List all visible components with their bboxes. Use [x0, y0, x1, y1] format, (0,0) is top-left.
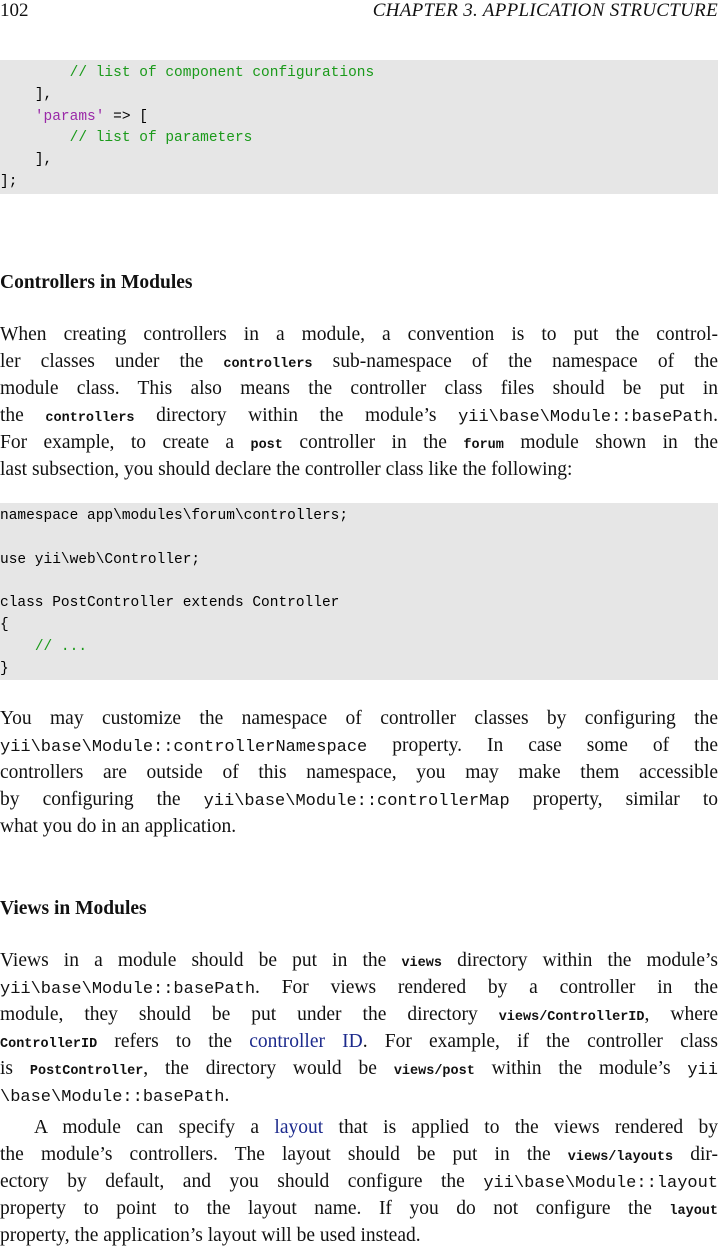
- code-block-post-controller: [0, 503, 718, 680]
- text-line: You may customize the namespace of controller classes by configuring the: [0, 708, 718, 729]
- code-line: 'params' => [: [34, 108, 148, 125]
- paragraph-controller-namespace: [0, 705, 718, 840]
- code-line: [0, 128, 718, 150]
- api-reference: yii\base\Module::controllerMap: [203, 792, 510, 811]
- section-heading-views: Views in Modules: [0, 898, 147, 919]
- code-line: use yii\web\Controller;: [0, 551, 201, 568]
- chapter-title: CHAPTER 3. APPLICATION STRUCTURE: [372, 0, 718, 21]
- inline-code: views: [401, 956, 442, 971]
- text-line: For example, to create a post controller in the forum module shown in the: [0, 432, 718, 453]
- inline-code: views/post: [393, 1064, 475, 1079]
- code-line: ],: [34, 86, 53, 103]
- text-line: property, the application’s layout will be used instead.: [0, 1225, 421, 1246]
- text-line: ler classes under the controllers sub-namespace of the namespace of the: [0, 351, 718, 372]
- code-line: namespace app\modules\forum\controllers;: [0, 508, 349, 524]
- page-header: [0, 0, 718, 24]
- text-line: Views in a module should be put in the views directory within the module’s: [0, 950, 718, 971]
- text-link[interactable]: layout: [274, 1117, 324, 1138]
- api-reference: yii\base\Module::basePath: [0, 980, 256, 999]
- inline-code: ControllerID: [0, 1037, 98, 1052]
- api-reference: yii: [687, 1061, 718, 1080]
- code-string: 'params': [34, 108, 105, 125]
- text-line: ControllerID refers to the controller ID. For example, if the controller class: [0, 1031, 718, 1052]
- code-comment: // list of parameters: [69, 130, 253, 147]
- api-reference: yii\base\Module::layout: [483, 1174, 718, 1193]
- code-comment: // list of component configurations: [69, 65, 375, 81]
- code-line: [0, 571, 718, 593]
- text-line: controllers are outside of this namespace, you may make them accessible: [0, 762, 718, 783]
- api-reference: yii\base\Module::controllerNamespace: [0, 738, 368, 757]
- inline-code: views/ControllerID: [498, 1010, 645, 1025]
- text-line: is PostController, the directory would be views/post within the module’s yii: [0, 1058, 718, 1080]
- code-line: ];: [0, 173, 18, 190]
- code-line: [0, 637, 718, 659]
- text-line: module, they should be put under the directory views/ControllerID, where: [0, 1004, 718, 1025]
- code-block-config: [0, 60, 718, 194]
- text-line: A module can specify a layout that is applied to the views rendered by: [34, 1117, 718, 1138]
- code-comment: // ...: [34, 638, 88, 655]
- text-line: yii\base\Module::basePath. For views rendered by a controller in the: [0, 977, 718, 999]
- code-line: }: [0, 660, 9, 677]
- code-line: ],: [34, 152, 53, 169]
- code-line: class PostController extends Controller: [0, 595, 340, 612]
- text-line: module class. This also means the controller class files should be put in: [0, 378, 718, 399]
- inline-code: post: [250, 438, 283, 453]
- text-line: the controllers directory within the module’s yii\base\Module::basePath.: [0, 405, 718, 427]
- api-reference: yii\base\Module::basePath: [458, 408, 714, 427]
- inline-code: views/layouts: [567, 1150, 674, 1165]
- text-line: property to point to the layout name. If you do not configure the layout: [0, 1198, 718, 1219]
- inline-code: PostController: [29, 1064, 144, 1079]
- text-line: yii\base\Module::controllerNamespace property. In case some of the: [0, 735, 718, 757]
- paragraph-views-location: [0, 947, 718, 1109]
- text-link[interactable]: controller ID: [249, 1031, 363, 1052]
- code-line: [0, 528, 718, 550]
- section-heading-controllers: Controllers in Modules: [0, 272, 193, 293]
- inline-code: layout: [669, 1204, 718, 1219]
- code-line: {: [0, 616, 9, 633]
- inline-code: forum: [463, 438, 504, 453]
- text-line: ectory by default, and you should configure the yii\base\Module::layout: [0, 1171, 718, 1193]
- inline-code: controllers: [45, 411, 135, 426]
- page-number: 102: [0, 0, 29, 21]
- text-line: \base\Module::basePath.: [0, 1085, 230, 1107]
- text-line: When creating controllers in a module, a convention is to put the control-: [0, 324, 718, 345]
- text-line: what you do in an application.: [0, 816, 237, 837]
- paragraph-controllers-intro: [0, 321, 718, 483]
- text-line: by configuring the yii\base\Module::controllerMap property, similar to: [0, 789, 718, 811]
- text-line: the module’s controllers. The layout should be put in the views/layouts dir-: [0, 1144, 718, 1165]
- code-line: [0, 63, 718, 85]
- text-line: last subsection, you should declare the controller class like the following:: [0, 459, 573, 480]
- inline-code: controllers: [223, 357, 313, 372]
- paragraph-views-layout: [0, 1114, 718, 1249]
- api-reference: \base\Module::basePath: [0, 1088, 225, 1107]
